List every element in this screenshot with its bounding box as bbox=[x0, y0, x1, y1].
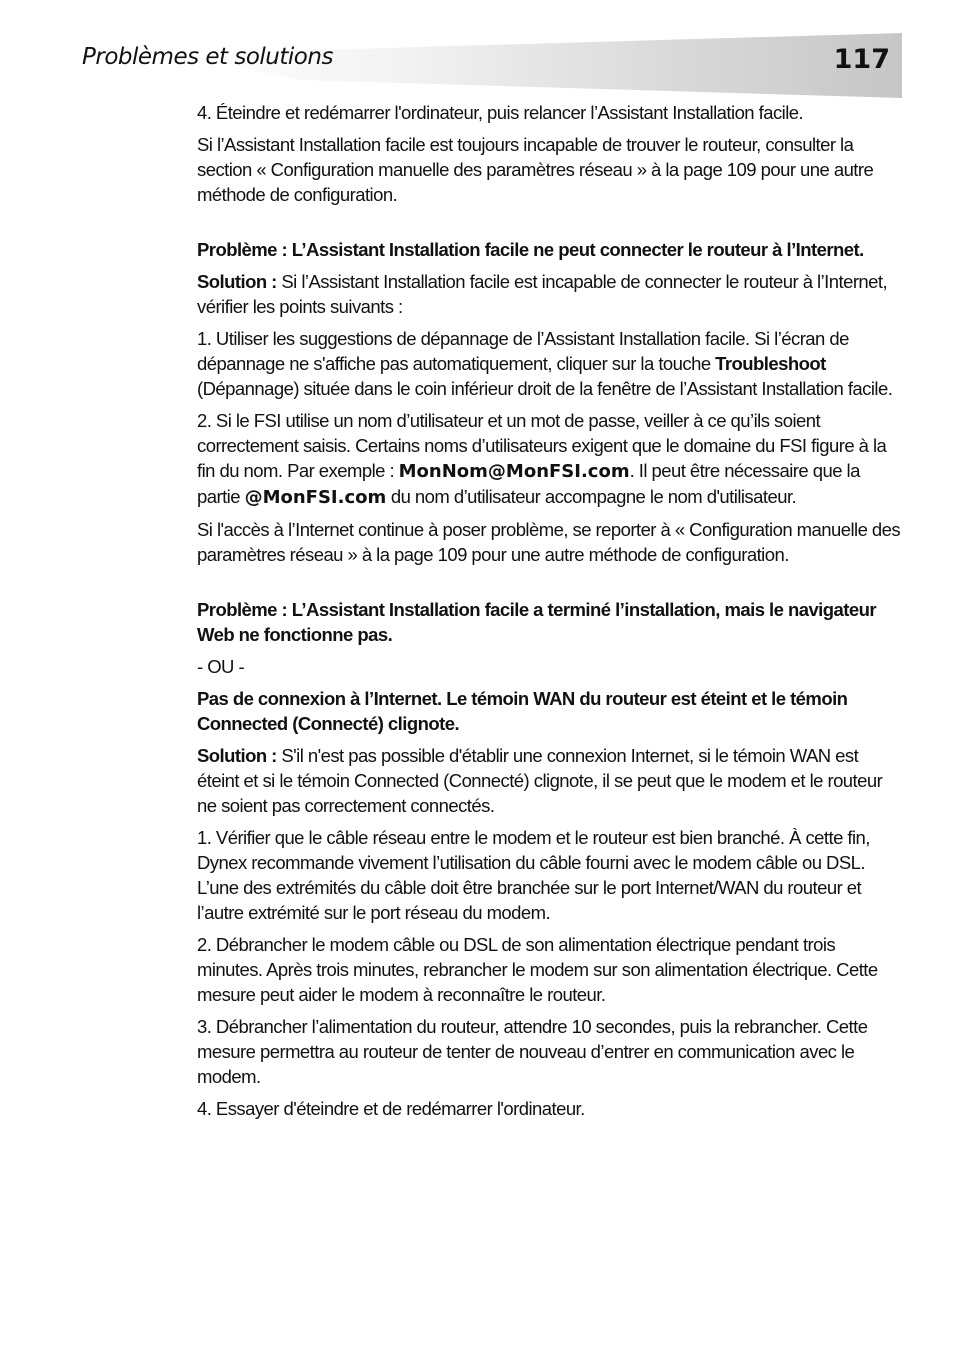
step-text: (Dépannage) située dans le coin inférieur droit de la fenêtre de l’Assistant Installation facile. bbox=[197, 378, 893, 399]
step-text: 1. Utiliser les suggestions de dépannage de l’Assistant Installation facile. Si l’écran de dépannage ne s'affiche pas automatiquement, cliquer sur la touche bbox=[197, 328, 849, 374]
step-paragraph: 2. Débrancher le modem câble ou DSL de son alimentation électrique pendant trois minutes. Après trois minutes, rebrancher le modem sur son alimentation électrique. Cette mesure peut aider le modem à reconnaître le routeur. bbox=[197, 934, 878, 1005]
step-paragraph: 4. Essayer d'éteindre et de redémarrer l'ordinateur. bbox=[197, 1098, 585, 1119]
step-text: . Il peut être nécessaire que la partie bbox=[197, 460, 860, 507]
solution-label: Solution : bbox=[197, 271, 277, 292]
solution-paragraph bbox=[197, 269, 902, 319]
page-number: 117 bbox=[833, 44, 890, 75]
step-paragraph bbox=[197, 408, 902, 510]
or-separator: - OU - bbox=[197, 656, 245, 677]
step-text: 2. Si le FSI utilise un nom d’utilisateur et un mot de passe, veiller à ce qu’ils soient correctement saisis. Certains noms d’utilisateurs exigent que le domaine du FSI figure à la fin du nom. Par exemple : bbox=[197, 410, 887, 481]
solution-paragraph bbox=[197, 743, 902, 818]
step-paragraph: 3. Débrancher l’alimentation du routeur, attendre 10 secondes, puis la rebrancher. Cette mesure permettra au routeur de tenter de nouveau d’entrer en communication avec le modem. bbox=[197, 1016, 868, 1087]
username-example: MonNom@MonFSI.com bbox=[398, 461, 630, 482]
solution-text: Si l’Assistant Installation facile est incapable de connecter le routeur à l’Internet, vérifier les points suivants : bbox=[197, 271, 888, 317]
step-paragraph bbox=[197, 326, 902, 401]
problem-heading: Problème : L’Assistant Installation facile ne peut connecter le routeur à l’Internet. bbox=[197, 239, 864, 260]
step-text: du nom d’utilisateur accompagne le nom d'utilisateur. bbox=[386, 486, 797, 507]
page-header bbox=[0, 0, 954, 110]
troubleshoot-button-label: Troubleshoot bbox=[715, 353, 826, 374]
problem-heading: Pas de connexion à l’Internet. Le témoin WAN du routeur est éteint et le témoin Connected (Connecté) clignote. bbox=[197, 688, 848, 734]
domain-example: @MonFSI.com bbox=[244, 487, 387, 508]
solution-label: Solution : bbox=[197, 745, 277, 766]
paragraph: Si l'accès à l’Internet continue à poser problème, se reporter à « Configuration manuelle des paramètres réseau » à la page 109 pour une autre méthode de configuration. bbox=[197, 519, 901, 565]
paragraph: 4. Éteindre et redémarrer l'ordinateur, puis relancer l’Assistant Installation facile. bbox=[197, 102, 804, 123]
paragraph: Si l’Assistant Installation facile est toujours incapable de trouver le routeur, consulter la section « Configuration manuelle des paramètres réseau » à la page 109 pour une autre méthode de configuration. bbox=[197, 134, 874, 205]
step-paragraph: 1. Vérifier que le câble réseau entre le modem et le routeur est bien branché. À cette fin, Dynex recommande vivement l’utilisation du câble fourni avec le modem câble ou DSL. L’une des extrémités du câble doit être branchée sur le port Internet/WAN du routeur et l’autre extrémité sur le port réseau du modem. bbox=[197, 827, 870, 923]
document-body bbox=[197, 100, 902, 1128]
section-title: Problèmes et solutions bbox=[82, 44, 333, 70]
problem-heading: Problème : L’Assistant Installation facile a terminé l’installation, mais le navigateur Web ne fonctionne pas. bbox=[197, 599, 877, 645]
solution-text: S'il n'est pas possible d'établir une connexion Internet, si le témoin WAN est éteint et si le témoin Connected (Connecté) clignote, il se peut que le modem et le routeur ne soient pas correctement connectés. bbox=[197, 745, 883, 816]
